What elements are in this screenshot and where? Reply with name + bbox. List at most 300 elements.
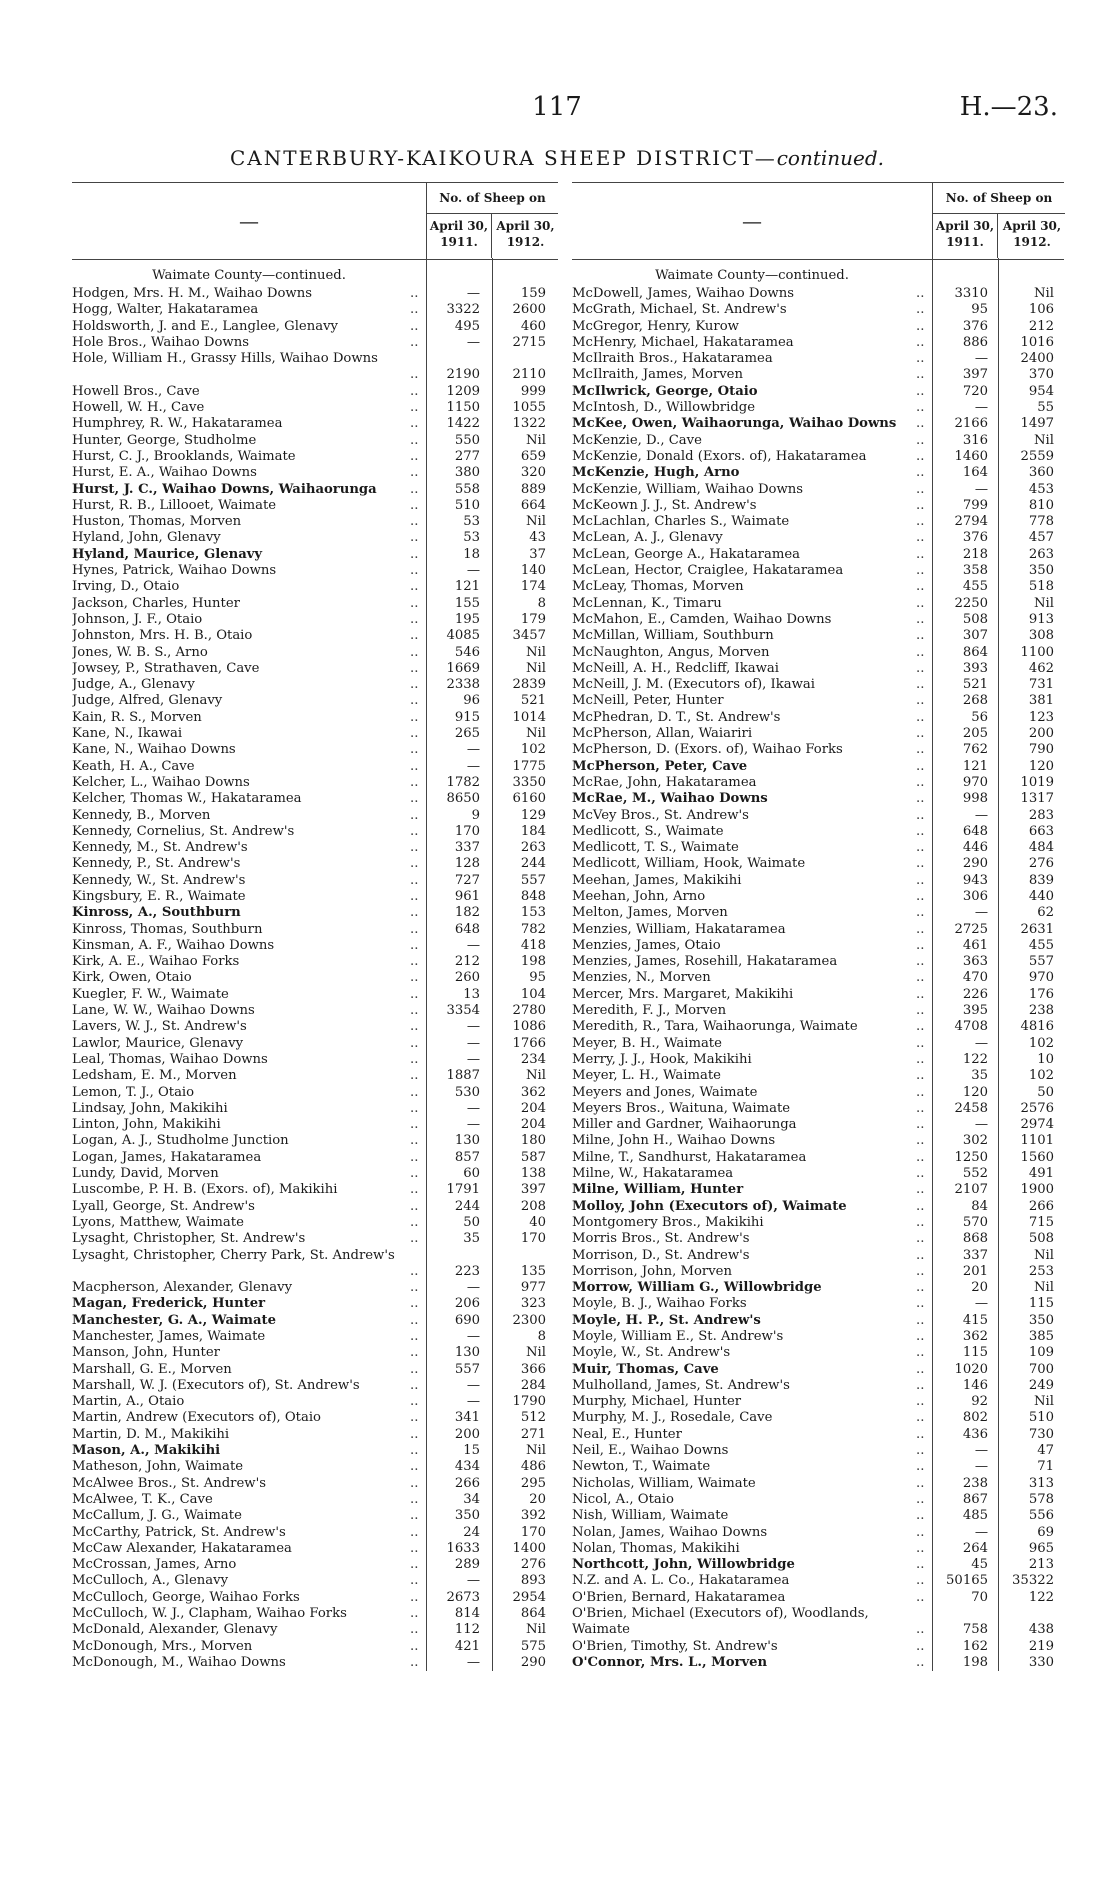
table-row [572, 1264, 1064, 1280]
left-header-col1: April 30, 1911. [427, 214, 492, 258]
leader-dots: .. [916, 546, 925, 562]
table-row [72, 954, 558, 970]
leader-dots: .. [916, 1524, 925, 1540]
sheep-1912: 35322 [1012, 1573, 1054, 1589]
leader-dots: .. [410, 986, 419, 1002]
sheep-1911: — [466, 1654, 480, 1670]
sheep-1912: 1014 [512, 709, 546, 725]
sheep-1911: 337 [962, 1247, 988, 1263]
leader-dots: .. [916, 954, 925, 970]
sheep-1911: 521 [962, 677, 988, 693]
sheep-1911: 485 [962, 1508, 988, 1524]
sheep-1912: 2839 [512, 677, 546, 693]
owner-name: Nolan, James, Waihao Downs [572, 1524, 768, 1540]
table-row [572, 954, 1064, 970]
leader-dots: .. [410, 1459, 419, 1475]
owner-name: McAlwee, T. K., Cave [72, 1491, 213, 1507]
owner-name: McMillan, William, Southburn [572, 628, 774, 644]
sheep-1911: 648 [962, 823, 988, 839]
sheep-1911: 53 [463, 514, 480, 530]
table-row [72, 970, 558, 986]
owner-name: Medlicott, T. S., Waimate [572, 840, 739, 856]
sheep-1911: 205 [962, 726, 988, 742]
sheep-1912: Nil [1034, 1280, 1054, 1296]
table-row [572, 742, 1064, 758]
sheep-1912: 253 [1028, 1263, 1054, 1279]
owner-name: Muir, Thomas, Cave [572, 1361, 719, 1377]
sheep-1912: 208 [520, 1198, 546, 1214]
sheep-1912: 557 [1028, 954, 1054, 970]
table-row [72, 579, 558, 595]
table-row [572, 1019, 1064, 1035]
owner-name: Morrison, John, Morven [572, 1263, 732, 1279]
table-row [72, 677, 558, 693]
sheep-1912: 730 [1028, 1426, 1054, 1442]
owner-name: McLean, George A., Hakataramea [572, 546, 801, 562]
sheep-1912: 1055 [512, 400, 546, 416]
owner-name: Montgomery Bros., Makikihi [572, 1214, 764, 1230]
table-row [572, 482, 1064, 498]
leader-dots: .. [916, 1540, 925, 1556]
table-row [72, 1394, 558, 1410]
owner-name: Hogg, Walter, Hakataramea [72, 302, 259, 318]
sheep-1912: 1400 [512, 1540, 546, 1556]
sheep-1912: 37 [529, 546, 546, 562]
leader-dots: .. [410, 1377, 419, 1393]
sheep-1912: 180 [520, 1133, 546, 1149]
leader-dots: .. [410, 334, 419, 350]
owner-name: Mulholland, James, St. Andrew's [572, 1377, 790, 1393]
owner-name: McLachlan, Charles S., Waimate [572, 514, 790, 530]
table-row [72, 612, 558, 628]
owner-name: McIlwrick, George, Otaio [572, 383, 758, 399]
leader-dots: .. [410, 1589, 419, 1605]
sheep-1912: 1322 [512, 416, 546, 432]
leader-dots: .. [916, 905, 925, 921]
table-row [72, 905, 558, 921]
sheep-1911: 530 [454, 1084, 480, 1100]
owner-name: Johnston, Mrs. H. B., Otaio [72, 628, 253, 644]
leader-dots: .. [916, 1491, 925, 1507]
sheep-1911: 264 [962, 1540, 988, 1556]
leader-dots: .. [410, 1198, 419, 1214]
sheep-1911: 307 [962, 628, 988, 644]
leader-dots: .. [916, 334, 925, 350]
owner-name: Neal, E., Hunter [572, 1426, 682, 1442]
sheep-1912: 153 [520, 905, 546, 921]
leader-dots: .. [916, 1003, 925, 1019]
title-main: CANTERBURY-KAIKOURA SHEEP DISTRICT— [229, 146, 777, 170]
table-row [572, 661, 1064, 677]
owner-name: McKenzie, William, Waihao Downs [572, 481, 804, 497]
owner-name: Moyle, B. J., Waihao Forks [572, 1296, 747, 1312]
owner-name: Humphrey, R. W., Hakataramea [72, 416, 283, 432]
leader-dots: .. [410, 1003, 419, 1019]
sheep-1912: 587 [520, 1149, 546, 1165]
sheep-1911: 198 [962, 1654, 988, 1670]
owner-name: Northcott, John, Willowbridge [572, 1557, 795, 1573]
owner-name: Morrison, D., St. Andrew's [572, 1247, 750, 1263]
sheep-1912: 965 [1028, 1540, 1054, 1556]
owner-name: McNeill, A. H., Redcliff, Ikawai [572, 660, 779, 676]
leader-dots: .. [916, 758, 925, 774]
owner-name: Kelcher, L., Waihao Downs [72, 774, 250, 790]
leader-dots: .. [410, 888, 419, 904]
sheep-1911: 358 [962, 563, 988, 579]
right-header-col2: April 30, 1912. [1002, 219, 1062, 249]
sheep-1911: 265 [454, 726, 480, 742]
owner-name: Kennedy, Cornelius, St. Andrew's [72, 823, 295, 839]
table-row [572, 922, 1064, 938]
sheep-1912: 999 [520, 383, 546, 399]
leader-dots: .. [410, 1214, 419, 1230]
sheep-1911: 998 [962, 791, 988, 807]
table-row [572, 1085, 1064, 1101]
table-row [72, 1476, 558, 1492]
sheep-1912: 1775 [512, 758, 546, 774]
leader-dots: .. [410, 1182, 419, 1198]
owner-name: Irving, D., Otaio [72, 579, 180, 595]
table-row [572, 286, 1064, 302]
owner-name: Lane, W. W., Waihao Downs [72, 1003, 255, 1019]
owner-name: Lyons, Matthew, Waimate [72, 1214, 244, 1230]
table-row [572, 1362, 1064, 1378]
owner-name: Kain, R. S., Morven [72, 709, 202, 725]
leader-dots: .. [410, 807, 419, 823]
table-row [572, 1296, 1064, 1312]
sheep-1912: 138 [520, 1166, 546, 1182]
table-row [572, 335, 1064, 351]
table-row [572, 1508, 1064, 1524]
leader-dots: .. [916, 1361, 925, 1377]
sheep-1912: 276 [520, 1557, 546, 1573]
leader-dots: .. [410, 840, 419, 856]
sheep-1911: — [466, 286, 480, 301]
table-row [572, 1036, 1064, 1052]
table-row [572, 1655, 1064, 1671]
table-row [72, 1345, 558, 1361]
table-row [72, 1492, 558, 1508]
owner-name: Leal, Thomas, Waihao Downs [72, 1051, 268, 1067]
sheep-1912: 457 [1028, 530, 1054, 546]
sheep-1911: 1782 [446, 774, 480, 790]
sheep-1912: 2974 [1020, 1117, 1054, 1133]
leader-dots: .. [916, 840, 925, 856]
right-table [572, 182, 1064, 1671]
sheep-1912: 234 [520, 1051, 546, 1067]
sheep-1912: Nil [526, 660, 546, 676]
table-row [72, 498, 558, 514]
owner-name: Hole, William H., Grassy Hills, Waihao Downs [72, 351, 378, 367]
leader-dots: .. [410, 1540, 419, 1556]
sheep-1912: Nil [526, 432, 546, 448]
table-row [72, 922, 558, 938]
table-row [72, 1248, 558, 1281]
sheep-1911: 15 [463, 1443, 480, 1459]
table-row [572, 1215, 1064, 1231]
sheep-1912: 8 [537, 1329, 546, 1344]
sheep-1911: 648 [454, 921, 480, 937]
sheep-1911: — [466, 563, 480, 579]
sheep-1912: Nil [526, 1345, 546, 1361]
sheep-1912: 122 [1028, 1589, 1054, 1605]
sheep-1912: 290 [520, 1654, 546, 1670]
sheep-1912: 578 [1028, 1491, 1054, 1507]
sheep-1911: 446 [962, 840, 988, 856]
leader-dots: .. [916, 1654, 925, 1670]
leader-dots: .. [916, 611, 925, 627]
table-row [572, 465, 1064, 481]
sheep-1911: 2190 [446, 367, 480, 383]
table-row [572, 1492, 1064, 1508]
leader-dots: .. [916, 937, 925, 953]
sheep-1911: 508 [962, 611, 988, 627]
leader-dots: .. [916, 530, 925, 546]
sheep-1912: 43 [529, 530, 546, 546]
sheep-1911: 34 [463, 1491, 480, 1507]
owner-name: Lyall, George, St. Andrew's [72, 1198, 255, 1214]
owner-name: McNeill, J. M. (Executors of), Ikawai [572, 677, 815, 693]
sheep-1911: 121 [454, 579, 480, 595]
table-row [572, 1068, 1064, 1084]
table-row [572, 1329, 1064, 1345]
table-row [72, 1525, 558, 1541]
sheep-1911: 223 [454, 1263, 480, 1279]
sheep-1911: 130 [454, 1345, 480, 1361]
table-row [72, 384, 558, 400]
leader-dots: .. [410, 954, 419, 970]
left-rows [72, 286, 558, 1671]
sheep-1911: 50165 [946, 1573, 988, 1589]
sheep-1911: 244 [454, 1198, 480, 1214]
sheep-1911: 226 [962, 986, 988, 1002]
table-row [572, 1133, 1064, 1149]
table-row [72, 889, 558, 905]
sheep-1911: 380 [454, 465, 480, 481]
leader-dots: .. [916, 1182, 925, 1198]
table-row [72, 449, 558, 465]
leader-dots: .. [916, 448, 925, 464]
table-row [572, 873, 1064, 889]
leader-dots: .. [410, 1426, 419, 1442]
leader-dots: .. [916, 400, 925, 416]
owner-name: Martin, Andrew (Executors of), Otaio [72, 1410, 321, 1426]
owner-name: Meyer, B. H., Waimate [572, 1035, 722, 1051]
table-row [572, 579, 1064, 595]
left-header-col2: April 30, 1912. [496, 219, 555, 249]
leader-dots: .. [916, 286, 925, 301]
table-row [572, 514, 1064, 530]
leader-dots: .. [410, 937, 419, 953]
table-row [572, 400, 1064, 416]
leader-dots: .. [410, 1491, 419, 1507]
sheep-1912: 219 [1028, 1638, 1054, 1654]
owner-name: Macpherson, Alexander, Glenavy [72, 1280, 293, 1296]
owner-name: Manson, John, Hunter [72, 1345, 220, 1361]
owner-name: Hunter, George, Studholme [72, 432, 257, 448]
sheep-1911: 362 [962, 1329, 988, 1344]
leader-dots: .. [916, 888, 925, 904]
owner-name: McNaughton, Angus, Morven [572, 644, 770, 660]
sheep-1911: 943 [962, 872, 988, 888]
sheep-1912: 556 [1028, 1508, 1054, 1524]
table-row [572, 759, 1064, 775]
sheep-1911: 260 [454, 970, 480, 986]
table-row [72, 351, 558, 384]
leader-dots: .. [410, 611, 419, 627]
leader-dots: .. [916, 1589, 925, 1605]
owner-name: McKenzie, D., Cave [572, 432, 702, 448]
table-row [72, 1052, 558, 1068]
leader-dots: .. [916, 1280, 925, 1296]
sheep-1911: 550 [454, 432, 480, 448]
leader-dots: .. [410, 1117, 419, 1133]
owner-name: McCulloch, A., Glenavy [72, 1573, 229, 1589]
sheep-1911: 2794 [954, 514, 988, 530]
leader-dots: .. [916, 986, 925, 1002]
sheep-1911: — [466, 334, 480, 350]
leader-dots: .. [916, 1247, 925, 1263]
sheep-1911: 799 [962, 497, 988, 513]
leader-dots: .. [916, 1133, 925, 1149]
table-row [572, 1280, 1064, 1296]
sheep-1911: 1209 [446, 383, 480, 399]
table-row [72, 645, 558, 661]
owner-name: Kinross, Thomas, Southburn [72, 921, 263, 937]
owner-name: Medlicott, S., Waimate [572, 823, 724, 839]
owner-name: Kane, N., Waihao Downs [72, 742, 236, 758]
sheep-1911: 290 [962, 856, 988, 872]
sheep-1911: — [466, 1100, 480, 1116]
leader-dots: .. [916, 644, 925, 660]
leader-dots: .. [410, 481, 419, 497]
leader-dots: .. [916, 1117, 925, 1133]
owner-name: Matheson, John, Waimate [72, 1459, 244, 1475]
sheep-1912: 323 [520, 1296, 546, 1312]
table-row [72, 416, 558, 432]
leader-dots: .. [916, 1068, 925, 1084]
sheep-1912: 440 [1028, 888, 1054, 904]
sheep-1911: 95 [971, 302, 988, 318]
owner-name: Milne, W., Hakataramea [572, 1166, 734, 1182]
table-row [572, 1199, 1064, 1215]
sheep-1911: 2673 [446, 1589, 480, 1605]
sheep-1912: 120 [1028, 758, 1054, 774]
sheep-1912: 510 [1028, 1410, 1054, 1426]
sheep-1912: 1766 [512, 1035, 546, 1051]
owner-name: Murphy, M. J., Rosedale, Cave [572, 1410, 773, 1426]
sheep-1912: 664 [520, 497, 546, 513]
table-row [72, 1378, 558, 1394]
sheep-1912: 381 [1028, 693, 1054, 709]
sheep-1912: 486 [520, 1459, 546, 1475]
owner-name: Magan, Frederick, Hunter [72, 1296, 266, 1312]
sheep-1912: 104 [520, 986, 546, 1002]
leader-dots: .. [410, 595, 419, 611]
owner-name: Lawlor, Maurice, Glenavy [72, 1035, 244, 1051]
owner-name: Kane, N., Ikawai [72, 726, 183, 742]
right-header-dash: — [742, 209, 762, 233]
sheep-1911: 461 [962, 937, 988, 953]
sheep-1912: 2559 [1020, 448, 1054, 464]
table-row [572, 970, 1064, 986]
owner-name: McAlwee Bros., St. Andrew's [72, 1475, 266, 1491]
leader-dots: .. [410, 1133, 419, 1149]
table-row [72, 1443, 558, 1459]
owner-name: Judge, Alfred, Glenavy [72, 693, 223, 709]
leader-dots: .. [410, 905, 419, 921]
sheep-1911: — [974, 905, 988, 921]
leader-dots: .. [410, 1296, 419, 1312]
leader-dots: .. [410, 1166, 419, 1182]
owner-name: Hurst, R. B., Lillooet, Waimate [72, 497, 277, 513]
sheep-1912: 244 [520, 856, 546, 872]
sheep-1912: 385 [1028, 1329, 1054, 1344]
leader-dots: .. [410, 1231, 419, 1247]
sheep-1912: Nil [526, 1443, 546, 1459]
owner-name: Jowsey, P., Strathaven, Cave [72, 660, 260, 676]
sheep-1911: 510 [454, 497, 480, 513]
sheep-1911: 218 [962, 546, 988, 562]
sheep-1912: 271 [520, 1426, 546, 1442]
sheep-1912: Nil [1034, 1394, 1054, 1410]
owner-name: Miller and Gardner, Waihaorunga [572, 1117, 797, 1133]
sheep-1912: 782 [520, 921, 546, 937]
leader-dots: .. [410, 383, 419, 399]
leader-dots: .. [916, 595, 925, 611]
sheep-1912: 55 [1037, 400, 1054, 416]
sheep-1912: 2631 [1020, 921, 1054, 937]
sheep-1911: — [974, 351, 988, 367]
table-row [572, 367, 1064, 383]
sheep-1912: 864 [520, 1606, 546, 1622]
leader-dots: .. [410, 726, 419, 742]
table-row [72, 1019, 558, 1035]
sheep-1912: Nil [526, 514, 546, 530]
sheep-1912: 174 [520, 579, 546, 595]
leader-dots: .. [410, 774, 419, 790]
sheep-1911: 200 [454, 1426, 480, 1442]
sheep-1911: 552 [962, 1166, 988, 1182]
owner-name: McRae, John, Hakataramea [572, 774, 757, 790]
leader-dots: .. [916, 1198, 925, 1214]
right-section-heading: Waimate County—continued. [655, 268, 849, 283]
leader-dots: .. [410, 465, 419, 481]
owner-name: Neil, E., Waihao Downs [572, 1443, 729, 1459]
owner-name: Manchester, James, Waimate [72, 1329, 266, 1344]
table-row [572, 1150, 1064, 1166]
sheep-1911: — [466, 1117, 480, 1133]
sheep-1912: 1019 [1020, 774, 1054, 790]
sheep-1911: 393 [962, 660, 988, 676]
table-row [72, 1133, 558, 1149]
owner-name: McGrath, Michael, St. Andrew's [572, 302, 787, 318]
sheep-1912: 71 [1037, 1459, 1054, 1475]
sheep-1911: 2458 [954, 1100, 988, 1116]
sheep-1911: 316 [962, 432, 988, 448]
owner-name: McPherson, D. (Exors. of), Waihao Forks [572, 742, 843, 758]
sheep-1912: 266 [1028, 1198, 1054, 1214]
owner-name: Milne, John H., Waihao Downs [572, 1133, 776, 1149]
table-row [572, 612, 1064, 628]
owner-name: Menzies, James, Otaio [572, 937, 721, 953]
leader-dots: .. [410, 921, 419, 937]
table-row [572, 824, 1064, 840]
owner-name: Mason, A., Makikihi [72, 1443, 221, 1459]
leader-dots: .. [916, 1329, 925, 1344]
sheep-1912: 109 [1028, 1345, 1054, 1361]
owner-name: Meyers Bros., Waituna, Waimate [572, 1100, 791, 1116]
